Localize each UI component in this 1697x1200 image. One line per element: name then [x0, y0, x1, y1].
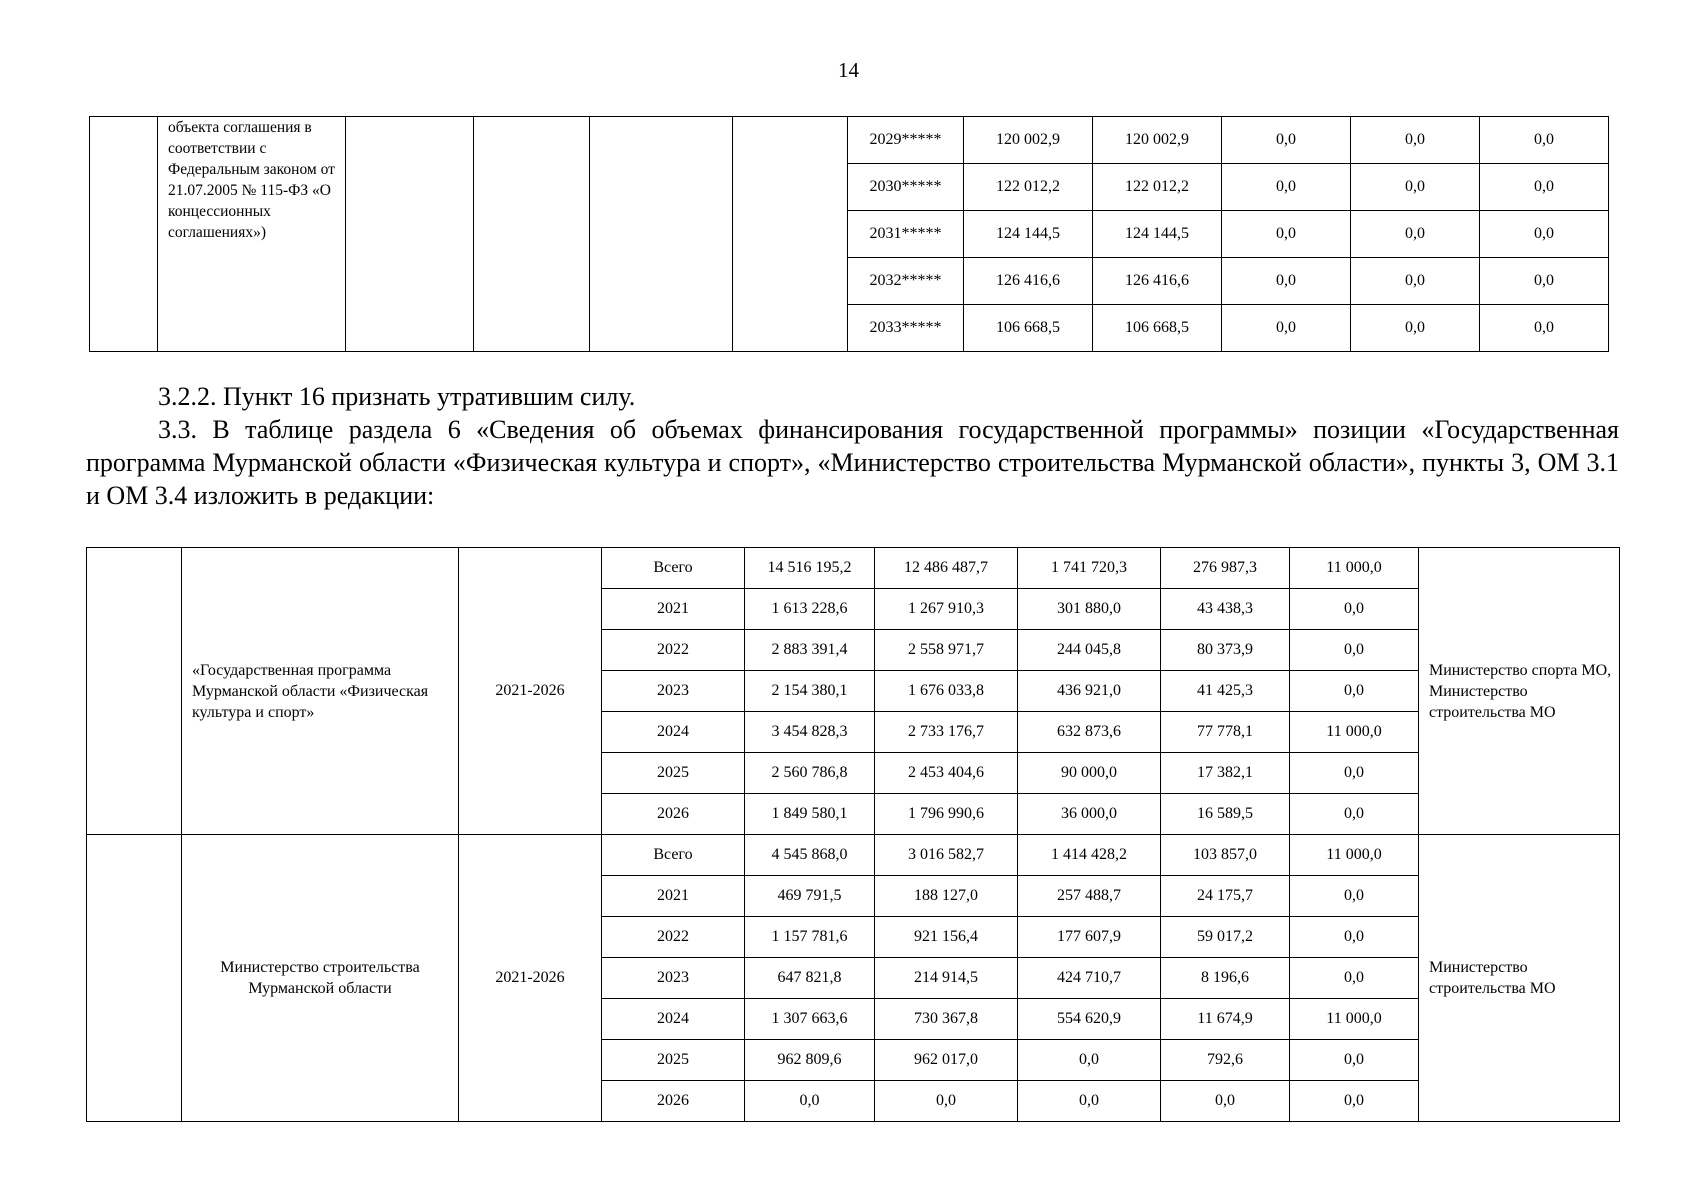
period-cell: 2021-2026 [459, 835, 602, 1122]
value-cell: 2 883 391,4 [745, 630, 875, 671]
value-cell: 1 741 720,3 [1018, 548, 1161, 589]
value-cell: 276 987,3 [1161, 548, 1290, 589]
value-cell: 0,0 [1018, 1040, 1161, 1081]
responsible-cell: Министерство спорта МО, Министерство строительства МО [1419, 548, 1620, 835]
value-cell: 0,0 [1480, 258, 1609, 305]
financing-table-body [87, 548, 1620, 1122]
value-cell: 122 012,2 [1093, 164, 1222, 211]
value-cell: 103 857,0 [1161, 835, 1290, 876]
value-cell: 122 012,2 [964, 164, 1093, 211]
value-cell: 1 307 663,6 [745, 999, 875, 1040]
value-cell: 0,0 [1351, 117, 1480, 164]
value-cell: 469 791,5 [745, 876, 875, 917]
value-cell: 2 733 176,7 [875, 712, 1018, 753]
year-cell: 2032***** [848, 258, 964, 305]
year-cell: 2026 [602, 794, 745, 835]
value-cell: 0,0 [1222, 117, 1351, 164]
responsible-cell: Министерство строительства МО [1419, 835, 1620, 1122]
paragraph-3-2-2: 3.2.2. Пункт 16 признать утратившим силу. [158, 382, 636, 411]
value-cell: 11 000,0 [1290, 548, 1419, 589]
year-cell: 2025 [602, 1040, 745, 1081]
value-cell: 0,0 [1161, 1081, 1290, 1122]
value-cell: 1 613 228,6 [745, 589, 875, 630]
empty-cell [590, 117, 733, 352]
value-cell: 124 144,5 [964, 211, 1093, 258]
value-cell: 177 607,9 [1018, 917, 1161, 958]
continuation-table-body [90, 117, 1609, 352]
year-cell: 2029***** [848, 117, 964, 164]
value-cell: 0,0 [1222, 258, 1351, 305]
value-cell: 0,0 [1351, 164, 1480, 211]
value-cell: 16 589,5 [1161, 794, 1290, 835]
year-cell: 2024 [602, 999, 745, 1040]
value-cell: 214 914,5 [875, 958, 1018, 999]
value-cell: 2 560 786,8 [745, 753, 875, 794]
value-cell: 921 156,4 [875, 917, 1018, 958]
year-cell: Всего [602, 548, 745, 589]
value-cell: 0,0 [1351, 211, 1480, 258]
value-cell: 11 000,0 [1290, 835, 1419, 876]
page-number: 14 [838, 58, 859, 82]
year-cell: 2024 [602, 712, 745, 753]
amendment-text [86, 380, 1619, 512]
value-cell: 43 438,3 [1161, 589, 1290, 630]
table-row [87, 835, 1620, 876]
value-cell: 2 558 971,7 [875, 630, 1018, 671]
value-cell: 1 267 910,3 [875, 589, 1018, 630]
empty-cell [474, 117, 590, 352]
value-cell: 90 000,0 [1018, 753, 1161, 794]
value-cell: 424 710,7 [1018, 958, 1161, 999]
value-cell: 0,0 [1222, 211, 1351, 258]
value-cell: 126 416,6 [964, 258, 1093, 305]
empty-cell [733, 117, 848, 352]
year-cell: 2025 [602, 753, 745, 794]
period-cell: 2021-2026 [459, 548, 602, 835]
empty-cell [346, 117, 474, 352]
table-row [87, 548, 1620, 589]
value-cell: 36 000,0 [1018, 794, 1161, 835]
value-cell: 80 373,9 [1161, 630, 1290, 671]
financing-table [86, 547, 1620, 1122]
value-cell: 188 127,0 [875, 876, 1018, 917]
number-cell [87, 835, 182, 1122]
value-cell: 12 486 487,7 [875, 548, 1018, 589]
year-cell: 2021 [602, 876, 745, 917]
value-cell: 0,0 [1480, 211, 1609, 258]
value-cell: 0,0 [875, 1081, 1018, 1122]
year-cell: 2026 [602, 1081, 745, 1122]
value-cell: 0,0 [1222, 305, 1351, 352]
value-cell: 0,0 [1290, 1040, 1419, 1081]
value-cell: 0,0 [1480, 164, 1609, 211]
value-cell: 962 809,6 [745, 1040, 875, 1081]
value-cell: 120 002,9 [1093, 117, 1222, 164]
value-cell: 1 414 428,2 [1018, 835, 1161, 876]
value-cell: 1 849 580,1 [745, 794, 875, 835]
value-cell: 0,0 [1351, 258, 1480, 305]
value-cell: 11 674,9 [1161, 999, 1290, 1040]
year-cell: 2031***** [848, 211, 964, 258]
year-cell: 2021 [602, 589, 745, 630]
value-cell: 632 873,6 [1018, 712, 1161, 753]
value-cell: 0,0 [1290, 958, 1419, 999]
year-cell: Всего [602, 835, 745, 876]
value-cell: 8 196,6 [1161, 958, 1290, 999]
value-cell: 554 620,9 [1018, 999, 1161, 1040]
value-cell: 1 796 990,6 [875, 794, 1018, 835]
value-cell: 1 157 781,6 [745, 917, 875, 958]
table-row [90, 117, 1609, 164]
value-cell: 730 367,8 [875, 999, 1018, 1040]
value-cell: 106 668,5 [964, 305, 1093, 352]
value-cell: 0,0 [745, 1081, 875, 1122]
value-cell: 0,0 [1290, 1081, 1419, 1122]
value-cell: 436 921,0 [1018, 671, 1161, 712]
value-cell: 11 000,0 [1290, 712, 1419, 753]
value-cell: 0,0 [1290, 794, 1419, 835]
value-cell: 0,0 [1290, 917, 1419, 958]
value-cell: 59 017,2 [1161, 917, 1290, 958]
value-cell: 77 778,1 [1161, 712, 1290, 753]
year-cell: 2023 [602, 671, 745, 712]
value-cell: 2 154 380,1 [745, 671, 875, 712]
number-cell [90, 117, 158, 352]
value-cell: 41 425,3 [1161, 671, 1290, 712]
value-cell: 0,0 [1480, 117, 1609, 164]
program-name-cell: «Государственная программа Мурманской области «Физическая культура и спорт» [182, 548, 459, 835]
value-cell: 0,0 [1290, 671, 1419, 712]
value-cell: 792,6 [1161, 1040, 1290, 1081]
value-cell: 106 668,5 [1093, 305, 1222, 352]
value-cell: 0,0 [1290, 876, 1419, 917]
value-cell: 257 488,7 [1018, 876, 1161, 917]
program-name-cell: Министерство строительства Мурманской области [182, 835, 459, 1122]
value-cell: 17 382,1 [1161, 753, 1290, 794]
value-cell: 126 416,6 [1093, 258, 1222, 305]
value-cell: 124 144,5 [1093, 211, 1222, 258]
value-cell: 0,0 [1480, 305, 1609, 352]
value-cell: 3 454 828,3 [745, 712, 875, 753]
value-cell: 24 175,7 [1161, 876, 1290, 917]
value-cell: 0,0 [1290, 630, 1419, 671]
value-cell: 0,0 [1018, 1081, 1161, 1122]
year-cell: 2030***** [848, 164, 964, 211]
year-cell: 2022 [602, 630, 745, 671]
value-cell: 301 880,0 [1018, 589, 1161, 630]
value-cell: 0,0 [1290, 589, 1419, 630]
continuation-table [89, 116, 1609, 352]
year-cell: 2033***** [848, 305, 964, 352]
value-cell: 2 453 404,6 [875, 753, 1018, 794]
value-cell: 3 016 582,7 [875, 835, 1018, 876]
value-cell: 647 821,8 [745, 958, 875, 999]
value-cell: 0,0 [1222, 164, 1351, 211]
number-cell [87, 548, 182, 835]
value-cell: 244 045,8 [1018, 630, 1161, 671]
description-cell: объекта соглашения в соответствии с Федеральным законом от 21.07.2005 № 115-ФЗ «О концессионных соглашениях») [158, 117, 346, 352]
value-cell: 962 017,0 [875, 1040, 1018, 1081]
value-cell: 0,0 [1290, 753, 1419, 794]
paragraph-3-3: 3.3. В таблице раздела 6 «Сведения об объемах финансирования государственной программы» позиции «Государственная программа Мурманской области «Физическая культура и спорт», «Министерство строительства Мурманской области», пункты 3, ОМ 3.1 и ОМ 3.4 изложить в редакции: [86, 415, 1619, 510]
value-cell: 1 676 033,8 [875, 671, 1018, 712]
value-cell: 4 545 868,0 [745, 835, 875, 876]
value-cell: 120 002,9 [964, 117, 1093, 164]
value-cell: 14 516 195,2 [745, 548, 875, 589]
year-cell: 2023 [602, 958, 745, 999]
value-cell: 0,0 [1351, 305, 1480, 352]
value-cell: 11 000,0 [1290, 999, 1419, 1040]
year-cell: 2022 [602, 917, 745, 958]
